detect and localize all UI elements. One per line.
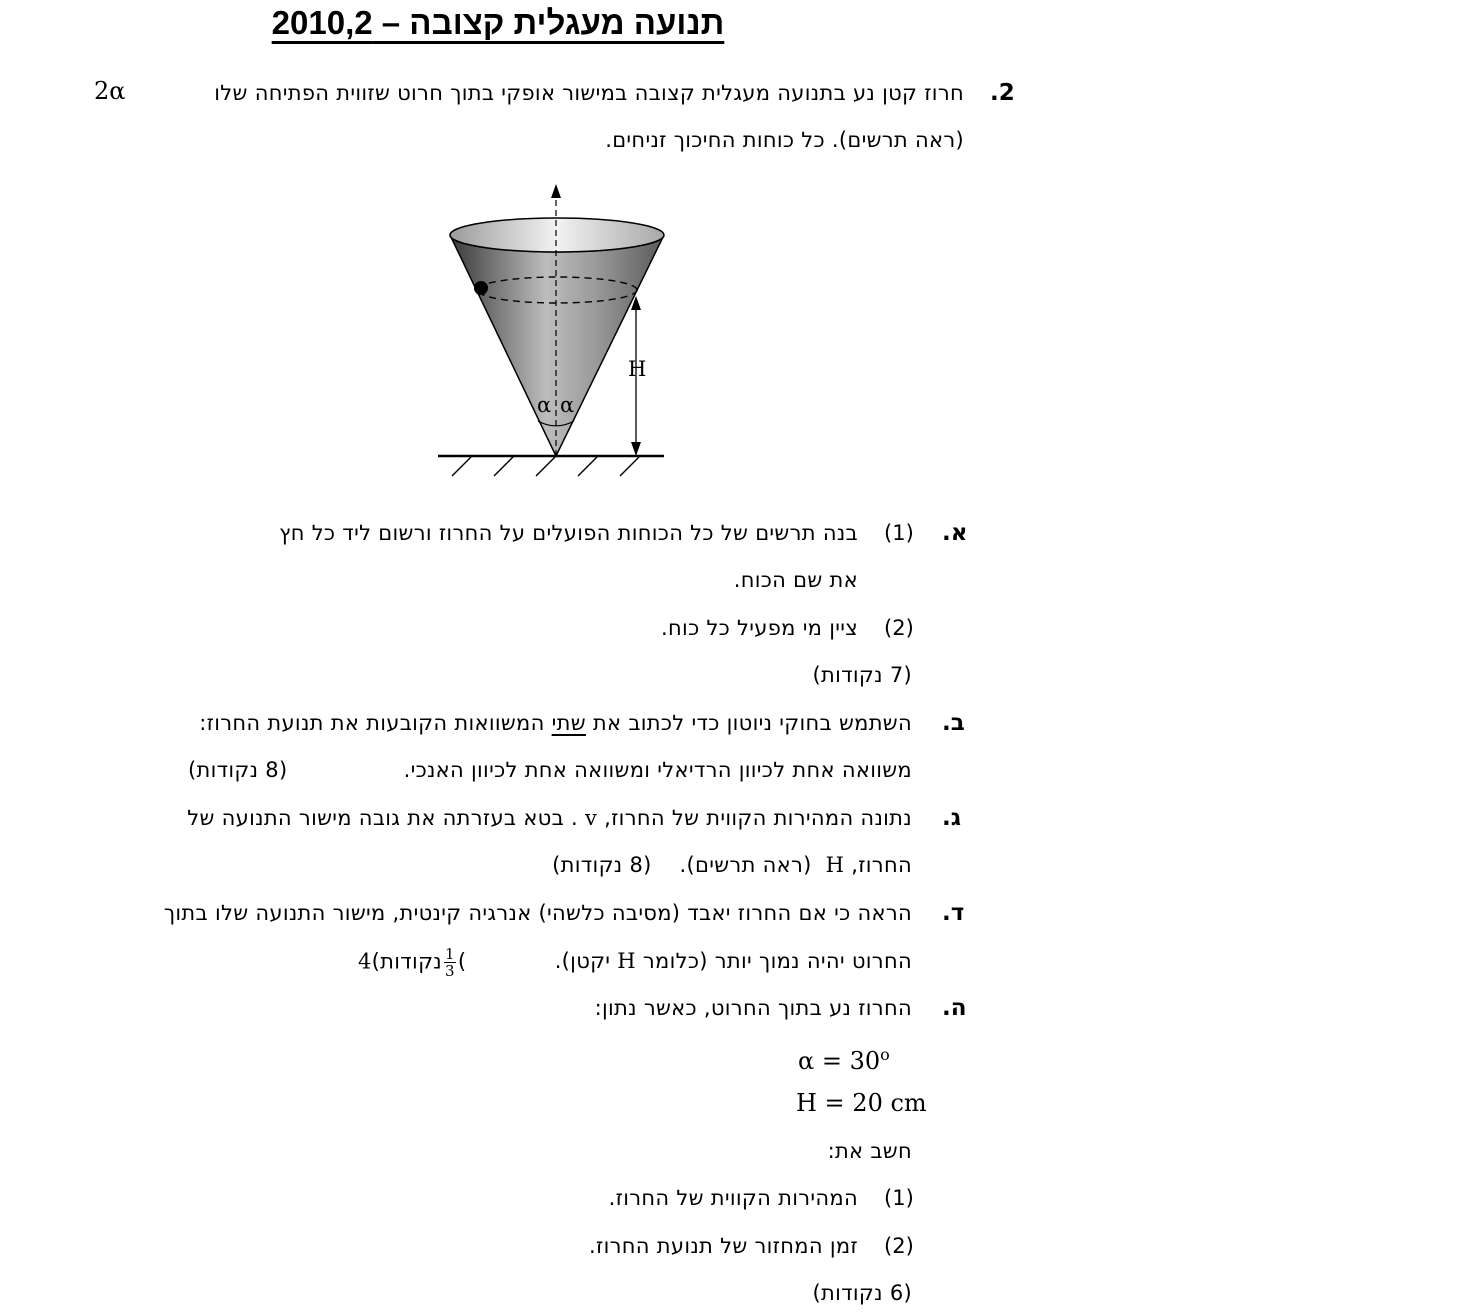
part-e-sub1-number: (1) xyxy=(884,1186,914,1210)
part-b-line1: השתמש בחוקי ניוטון כדי לכתוב את שתי המשוואות הקובעות את תנועת החרוז: xyxy=(199,711,912,735)
question-intro-line2: (ראה תרשים). כל כוחות החיכוך זניחים. xyxy=(605,128,964,152)
part-a-sub1-line1: בנה תרשים של כל הכוחות הפועלים על החרוז ורשום ליד כל חץ xyxy=(279,521,858,545)
part-d-line1: הראה כי אם החרוז יאבד (מסיבה כלשהי) אנרגיה קינטית, מישור התנועה שלו בתוך xyxy=(163,901,912,925)
part-a-sub1-number: (1) xyxy=(884,521,914,545)
cone-diagram xyxy=(430,180,670,480)
part-b-label: ב. xyxy=(942,710,965,736)
part-d-line2: החרוט יהיה נמוך יותר (כלומר H יקטן). xyxy=(554,949,912,973)
intro-angle-math: 2α xyxy=(94,77,126,105)
question-number: 2. xyxy=(990,80,1015,106)
part-e-sub2-text: זמן המחזור של תנועת החרוז. xyxy=(589,1234,858,1258)
part-c-line2: החרוז, H (ראה תרשים). (8 נקודות) xyxy=(552,853,912,877)
part-e-sub2-number: (2) xyxy=(884,1234,914,1258)
part-c-label: ג. xyxy=(942,805,962,831)
part-c-line1: נתונה המהירות הקווית של החרוז, v . בטא בעזרתה את גובה מישור התנועה של xyxy=(187,806,912,830)
part-a-sub2-text: ציין מי מפעיל כל כוח. xyxy=(661,616,858,640)
part-d-points: נקודות)4 $\frac{1}{3}$ ( xyxy=(358,945,467,980)
part-e-intro: החרוז נע בתוך החרוט, כאשר נתון: xyxy=(594,996,912,1020)
part-a-sub2-number: (2) xyxy=(884,616,914,640)
page-title: תנועה מעגלית קצובה – 2010,2 xyxy=(271,4,725,41)
part-b-points: (8 נקודות) xyxy=(188,758,288,782)
part-a-sub1-line2: את שם הכוח. xyxy=(733,568,858,592)
given-alpha: $\alpha = 30^o$ xyxy=(798,1045,890,1075)
bead xyxy=(474,281,488,295)
part-e-sub1-text: המהירות הקווית של החרוז. xyxy=(608,1186,858,1210)
part-e-calc: חשב את: xyxy=(827,1139,912,1163)
part-a-points: (7 נקודות) xyxy=(812,663,912,687)
part-a-label: א. xyxy=(942,520,968,546)
cone-body xyxy=(450,235,664,456)
height-label: H xyxy=(628,357,647,381)
alpha-label-left: α xyxy=(537,393,552,417)
part-e-points: (6 נקודות) xyxy=(812,1281,912,1305)
part-b-line2: משוואה אחת לכיוון הרדיאלי ומשוואה אחת לכיוון האנכי. xyxy=(403,758,912,782)
given-height: H = 20 cm xyxy=(796,1089,927,1117)
alpha-label-right: α xyxy=(560,393,575,417)
question-intro-line1: חרוז קטן נע בתנועה מעגלית קצובה במישור אופקי בתוך חרוט שזווית הפתיחה שלו xyxy=(214,81,964,105)
ground-hatching xyxy=(452,456,640,476)
cone-rim xyxy=(450,218,664,252)
part-d-label: ד. xyxy=(942,900,965,926)
axis-arrow-head xyxy=(551,184,561,198)
part-e-label: ה. xyxy=(942,995,967,1021)
